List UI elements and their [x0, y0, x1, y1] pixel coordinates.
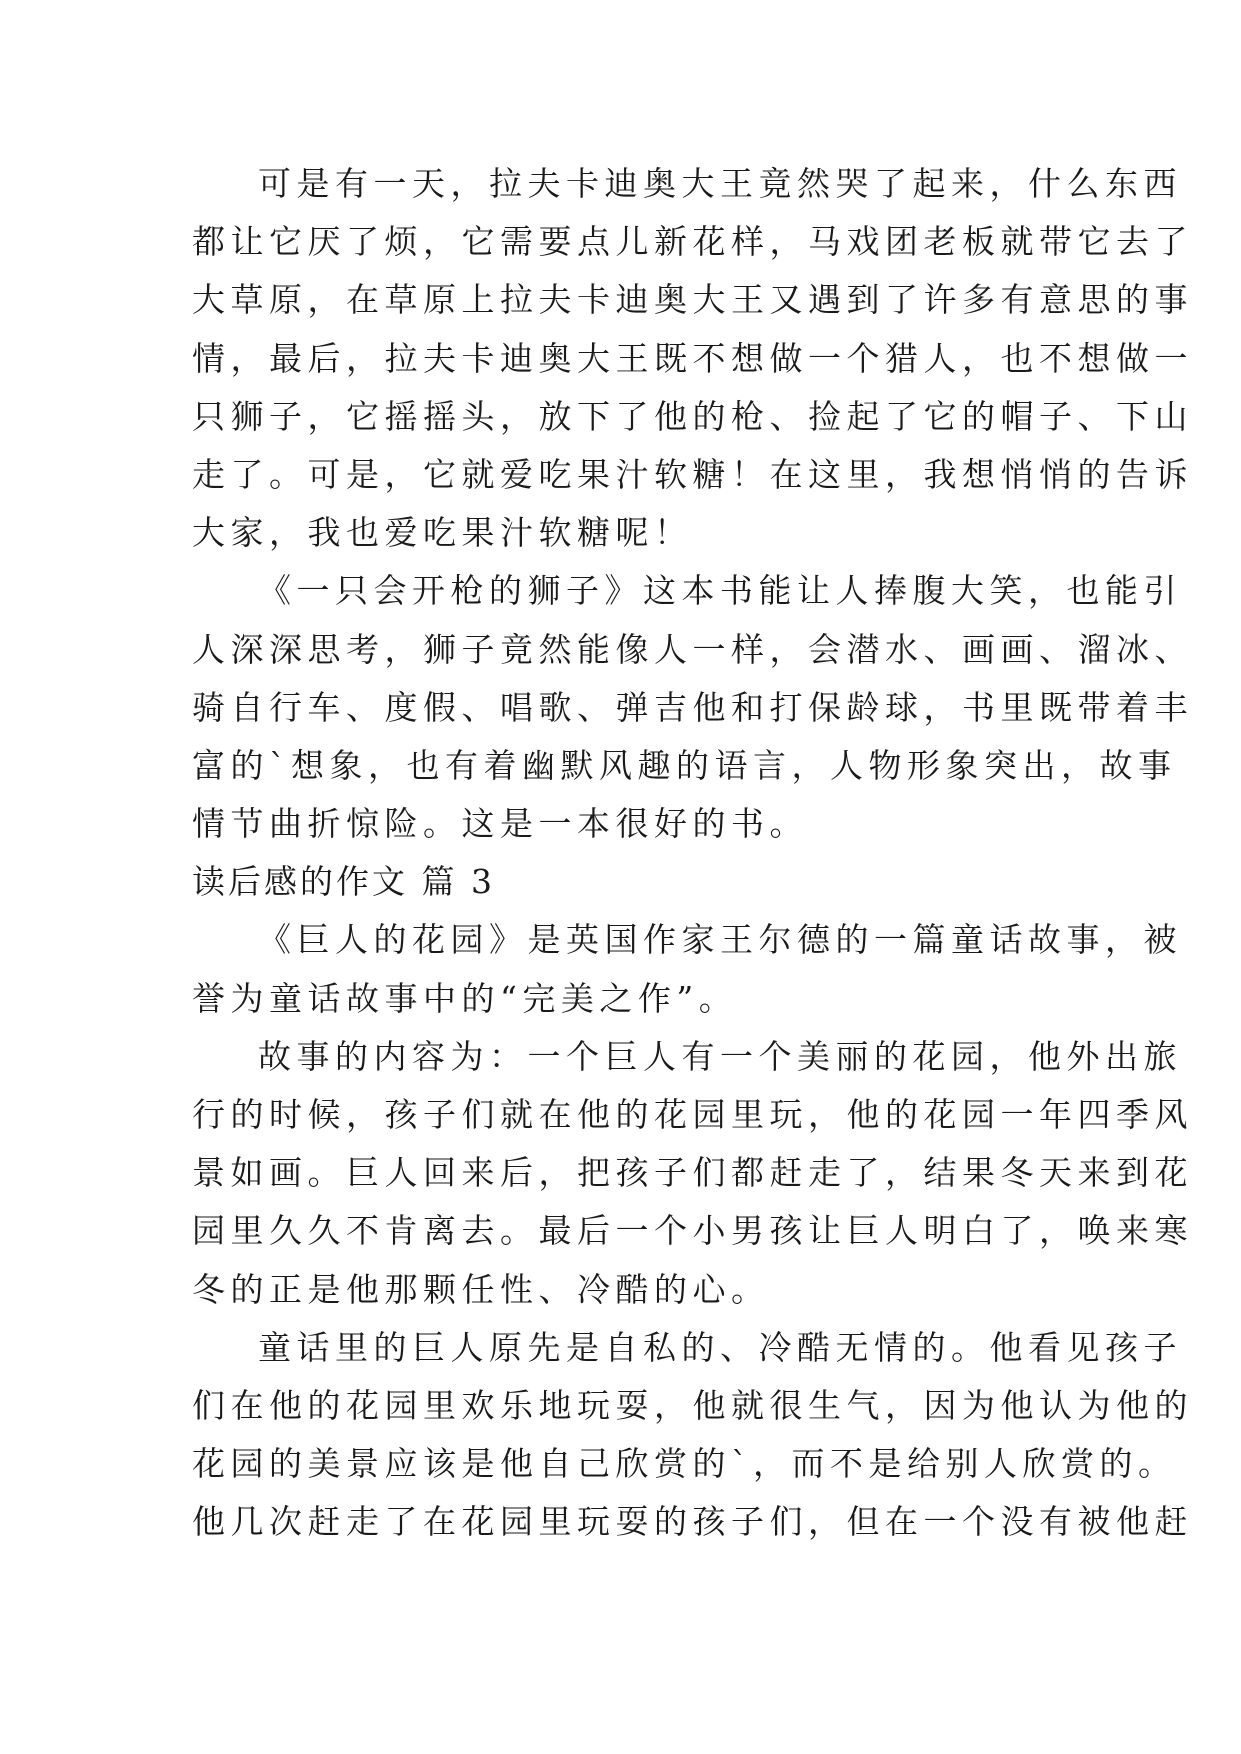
- paragraph: [192, 911, 1182, 1027]
- text-line: 只狮子，它摇摇头，放下了他的枪、捡起了它的帽子、下山: [192, 396, 1193, 436]
- text-line: 冬的正是他那颗任性、冷酷的心。: [192, 1269, 770, 1309]
- section-heading: 读后感的作文 篇 3: [192, 862, 495, 902]
- text-line: 骑自行车、度假、唱歌、弹吉他和打保龄球，书里既带着丰: [192, 687, 1193, 727]
- text-line: 誉为童话故事中的“完美之作”。: [192, 978, 738, 1018]
- text-line: 走了。可是，它就爱吃果汁软糖！在这里，我想悄悄的告诉: [192, 454, 1193, 494]
- text-line: 们在他的花园里欢乐地玩耍，他就很生气，因为他认为他的: [192, 1385, 1193, 1425]
- text-line: 大草原，在草原上拉夫卡迪奥大王又遇到了许多有意思的事: [192, 280, 1193, 320]
- text-line: 《一只会开枪的狮子》这本书能让人捧腹大笑，也能引: [258, 571, 1182, 611]
- text-line: 情，最后，拉夫卡迪奥大王既不想做一个猎人，也不想做一: [192, 338, 1193, 378]
- text-line: 都让它厌了烦，它需要点儿新花样，马戏团老板就带它去了: [192, 222, 1193, 262]
- text-line: 行的时候，孩子们就在他的花园里玩，他的花园一年四季风: [192, 1095, 1193, 1134]
- paragraph: [192, 1319, 1193, 1552]
- paragraph: [192, 562, 1193, 853]
- text-line: 童话里的巨人原先是自私的、冷酷无情的。他看见孩子: [258, 1327, 1182, 1367]
- text-line: 景如画。巨人回来后，把孩子们都赶走了，结果冬天来到花: [192, 1153, 1193, 1193]
- text-line: 人深深思考，狮子竟然能像人一样，会潜水、画画、溜冰、: [192, 629, 1193, 669]
- text-line: 富的`想象，也有着幽默风趣的语言，人物形象突出，故事: [192, 745, 1177, 785]
- paragraph: [192, 1028, 1193, 1319]
- text-line: 园里久久不肯离去。最后一个小男孩让巨人明白了，唤来寒: [192, 1211, 1193, 1251]
- paragraph: [192, 155, 1193, 562]
- text-line: 故事的内容为：一个巨人有一个美丽的花园，他外出旅: [258, 1036, 1182, 1076]
- text-line: 花园的美景应该是他自己欣赏的`，而不是给别人欣赏的。: [192, 1444, 1177, 1484]
- document-body: [192, 155, 1193, 1552]
- text-line: 情节曲折惊险。这是一本很好的书。: [192, 804, 808, 844]
- text-line: 大家，我也爱吃果汁软糖呢！: [192, 513, 693, 553]
- text-line: 可是有一天，拉夫卡迪奥大王竟然哭了起来，什么东西: [258, 164, 1182, 203]
- text-line: 《巨人的花园》是英国作家王尔德的一篇童话故事，被: [258, 920, 1182, 960]
- text-line: 他几次赶走了在花园里玩耍的孩子们，但在一个没有被他赶: [192, 1502, 1193, 1542]
